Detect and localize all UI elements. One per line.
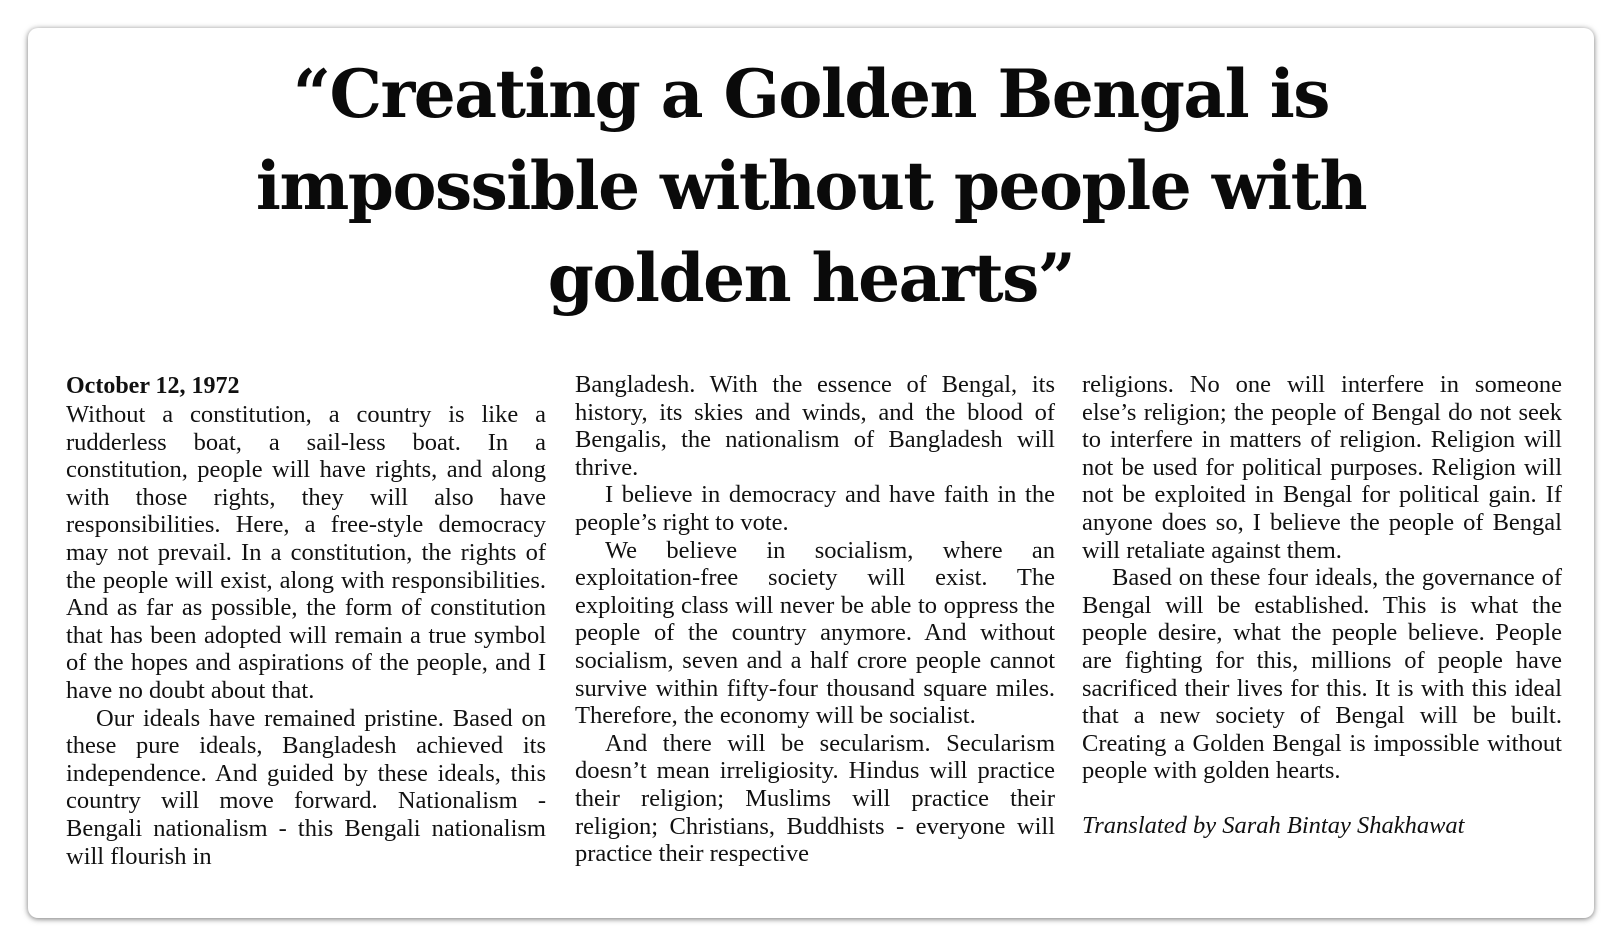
headline-line-1: “Creating a Golden Bengal is [293,55,1329,133]
dateline: October 12, 1972 [66,373,240,399]
headline-line-2: impossible without people with [255,147,1367,225]
article-column-2 [575,371,1055,868]
paragraph: Based on these four ideals, the governance of Bengal will be established. This is what the people desire, what the people believe. People are fighting for this, millions of people have sacrificed their lives for this. It is with this ideal that a new society of Bengal will be built. Creating a Golden Bengal is impossible without people with golden hearts. [1082,564,1562,785]
paragraph: Bangladesh. With the essence of Bengal, its history, its skies and winds, and the blood of Bengalis, the nationalism of Bangladesh will thrive. [575,371,1055,481]
translator-credit: Translated by Sarah Bintay Shakhawat [1082,811,1465,839]
paragraph: And there will be secularism. Secularism doesn’t mean irreligiosity. Hindus will practice their religion; Muslims will practice their religion; Christians, Buddhists - everyone will practice their respective [575,729,1055,868]
paragraph: We believe in socialism, where an exploitation-free society will exist. The exploiting class will never be able to oppress the people of the country anymore. And without socialism, seven and a half crore people cannot survive within fifty-four thousand square miles. Therefore, the economy will be socialist. [575,536,1055,730]
paragraph: Without a constitution, a country is like a rudderless boat, a sail-less boat. In a constitution, people will have rights, and along with those rights, they will also have responsibilities. Here, a free-style democracy may not prevail. In a constitution, the rights of the people will exist, along with responsibilities. And as far as possible, the form of constitution that has been adopted will remain a true symbol of the hopes and aspirations of the people, and I have no doubt about that. [66,401,546,704]
article-headline [28,48,1594,324]
article-card [28,28,1594,918]
headline-line-3: golden hearts” [547,239,1075,317]
paragraph: religions. No one will interfere in someone else’s religion; the people of Bengal do not seek to interfere in matters of religion. Religion will not be used for political purposes. Religion will not be exploited in Bengal for political gain. If anyone does so, I believe the people of Bengal will retaliate against them. [1082,371,1562,564]
paragraph: I believe in democracy and have faith in the people’s right to vote. [575,481,1055,536]
paragraph: Our ideals have remained pristine. Based on these pure ideals, Bangladesh achieved its independence. And guided by these ideals, this country will move forward. Nationalism - Bengali nationalism - this Bengali nationalism will flourish in [66,704,546,870]
article-column-3 [1082,371,1562,840]
article-column-1 [66,371,546,870]
